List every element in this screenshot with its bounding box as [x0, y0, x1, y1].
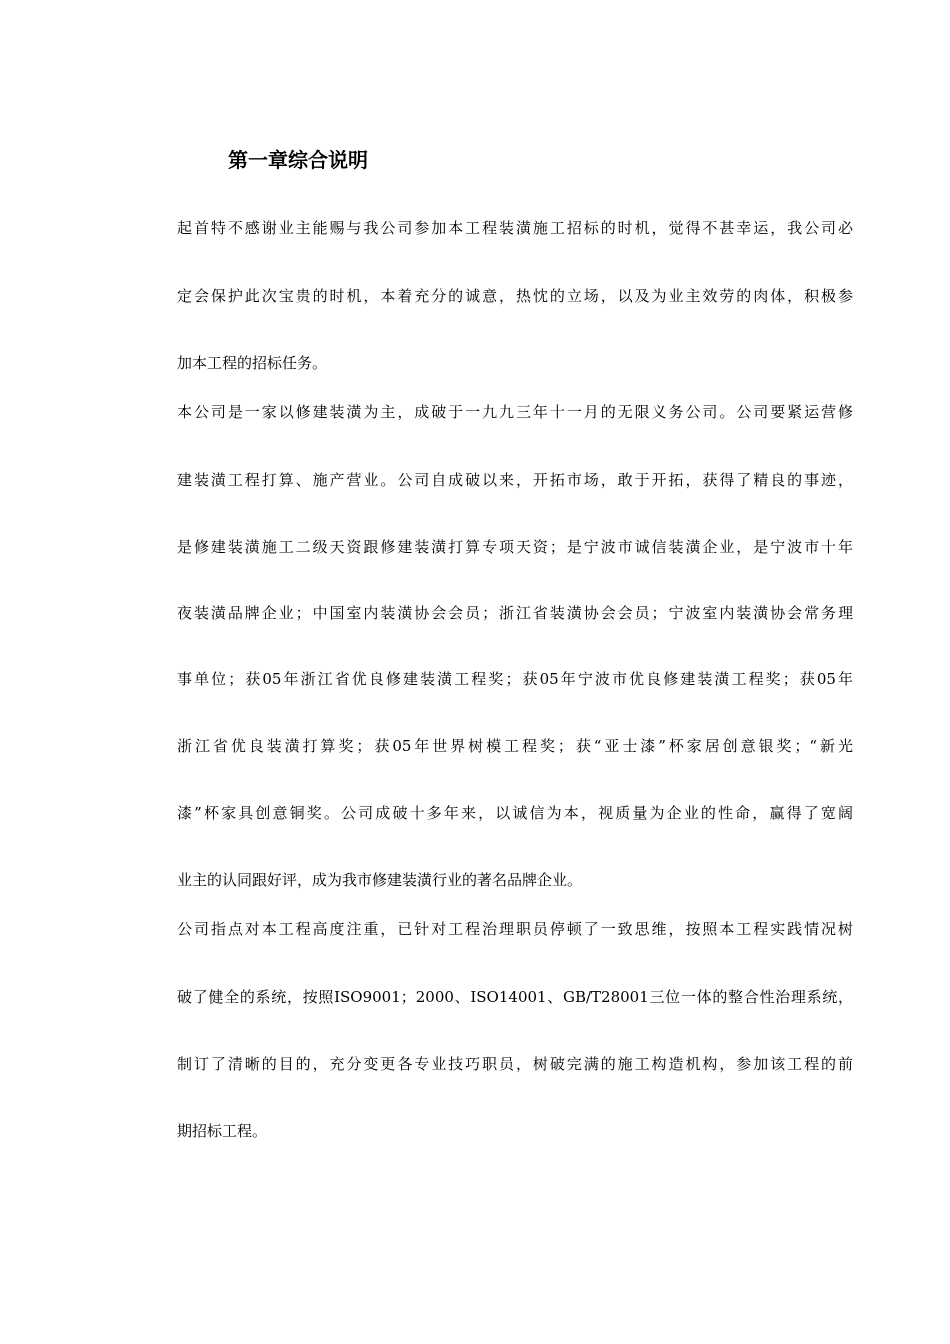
paragraph-2-line-2: 建装潢工程打算、施产营业。公司自成破以来，开拓市场，敢于开拓，获得了精良的事迹， — [177, 471, 853, 489]
paragraph-1-line-3: 加本工程的招标任务。 — [177, 354, 328, 372]
chapter-title: 第一章综合说明 — [228, 148, 368, 172]
paragraph-2-line-6: 浙江省优良装潢打算奖；获05年世界树模工程奖；获“亚士漆”杯家居创意银奖；“新光 — [177, 737, 853, 755]
paragraph-2-line-7: 漆”杯家具创意铜奖。公司成破十多年来，以诚信为本，视质量为企业的性命，赢得了宽阔 — [177, 804, 853, 822]
paragraph-1-line-2: 定会保护此次宝贵的时机，本着充分的诚意，热忱的立场，以及为业主效劳的肉体，积极参 — [177, 287, 853, 305]
paragraph-3-line-1: 公司指点对本工程高度注重，已针对工程治理职员停顿了一致思维，按照本工程实践情况树 — [177, 920, 853, 938]
paragraph-3-line-2: 破了健全的系统，按照ISO9001；2000、ISO14001、GB/T28001三位一体的整合性治理系统， — [177, 988, 853, 1006]
paragraph-3-line-4: 期招标工程。 — [177, 1122, 268, 1140]
paragraph-1-line-1: 起首特不感谢业主能赐与我公司参加本工程装潢施工招标的时机，觉得不甚幸运，我公司必 — [177, 219, 853, 237]
paragraph-2-line-1: 本公司是一家以修建装潢为主，成破于一九九三年十一月的无限义务公司。公司要紧运营修 — [177, 403, 853, 421]
paragraph-2-line-5: 事单位；获05年浙江省优良修建装潢工程奖；获05年宁波市优良修建装潢工程奖；获05年 — [177, 670, 853, 688]
paragraph-3-line-3: 制订了清晰的目的，充分变更各专业技巧职员，树破完满的施工构造机构，参加该工程的前 — [177, 1055, 853, 1073]
paragraph-2-line-8: 业主的认同跟好评，成为我市修建装潢行业的著名品牌企业。 — [177, 871, 583, 889]
paragraph-2-line-3: 是修建装潢施工二级天资跟修建装潢打算专项天资；是宁波市诚信装潢企业，是宁波市十年 — [177, 538, 853, 556]
paragraph-2-line-4: 夜装潢品牌企业；中国室内装潢协会会员；浙江省装潢协会会员；宁波室内装潢协会常务理 — [177, 604, 853, 622]
